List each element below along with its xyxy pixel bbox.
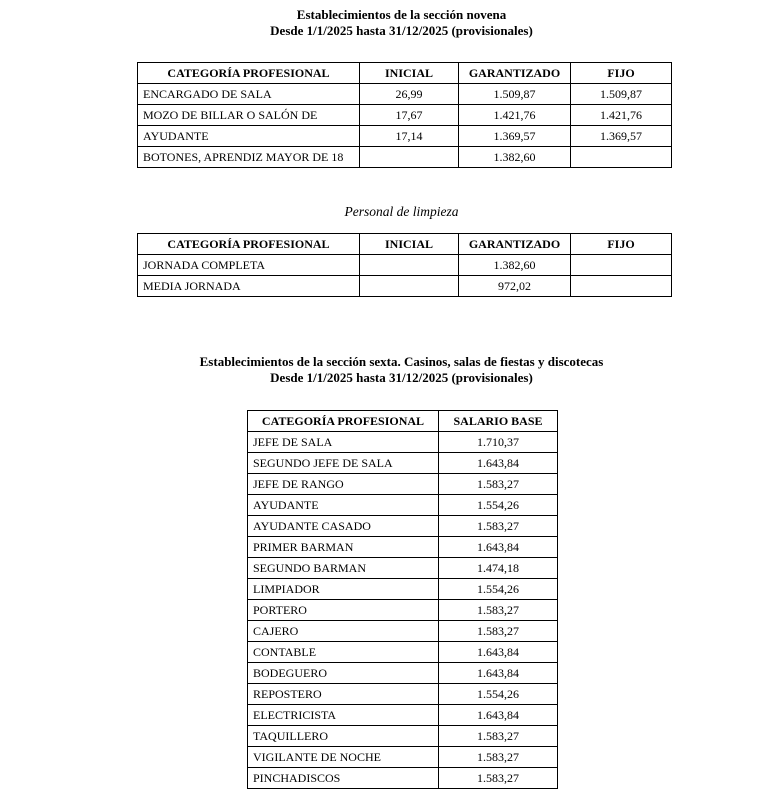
value-cell: 1.583,27 (439, 747, 558, 768)
category-cell: SEGUNDO JEFE DE SALA (248, 453, 439, 474)
category-cell: TAQUILLERO (248, 726, 439, 747)
value-cell (360, 276, 459, 297)
limpieza-subtitle: Personal de limpieza (344, 204, 459, 219)
table-row (138, 105, 672, 126)
value-cell: 17,67 (360, 105, 459, 126)
table-row (248, 747, 558, 768)
category-cell: AYUDANTE (248, 495, 439, 516)
value-cell: 1.583,27 (439, 726, 558, 747)
table-header-row (138, 63, 672, 84)
salary-table-sexta (247, 410, 558, 789)
value-cell: 1.643,84 (439, 705, 558, 726)
salary-table-novena (137, 62, 672, 168)
value-cell: 1.643,84 (439, 537, 558, 558)
table-row (138, 255, 672, 276)
category-cell: LIMPIADOR (248, 579, 439, 600)
salary-table-limpieza (137, 233, 672, 297)
category-cell: CONTABLE (248, 642, 439, 663)
column-header: CATEGORÍA PROFESIONAL (138, 63, 360, 84)
category-cell: AYUDANTE (138, 126, 360, 147)
table-row (138, 126, 672, 147)
section-novena-title-line2: Desde 1/1/2025 hasta 31/12/2025 (provisionales) (270, 23, 533, 38)
category-cell: PORTERO (248, 600, 439, 621)
value-cell: 1.382,60 (459, 255, 571, 276)
column-header: INICIAL (360, 234, 459, 255)
category-cell: JEFE DE SALA (248, 432, 439, 453)
value-cell: 1.554,26 (439, 684, 558, 705)
value-cell: 1.382,60 (459, 147, 571, 168)
column-header: FIJO (571, 63, 672, 84)
table-row (248, 474, 558, 495)
value-cell (571, 255, 672, 276)
table-row (138, 84, 672, 105)
table-row (248, 558, 558, 579)
table-row (248, 684, 558, 705)
table-row (248, 768, 558, 789)
section-sexta-title-line1: Establecimientos de la sección sexta. Casinos, salas de fiestas y discotecas (199, 354, 604, 369)
category-cell: ENCARGADO DE SALA (138, 84, 360, 105)
section-sexta-title (30, 354, 773, 386)
category-cell: JEFE DE RANGO (248, 474, 439, 495)
value-cell: 1.421,76 (571, 105, 672, 126)
value-cell (360, 147, 459, 168)
table-row (248, 432, 558, 453)
value-cell: 1.583,27 (439, 768, 558, 789)
section-sexta-title-line2: Desde 1/1/2025 hasta 31/12/2025 (provisionales) (270, 370, 533, 385)
category-cell: REPOSTERO (248, 684, 439, 705)
value-cell: 1.583,27 (439, 600, 558, 621)
table-row (248, 663, 558, 684)
value-cell: 972,02 (459, 276, 571, 297)
table-row (248, 726, 558, 747)
category-cell: SEGUNDO BARMAN (248, 558, 439, 579)
table-row (248, 516, 558, 537)
table-row (248, 621, 558, 642)
category-cell: ELECTRICISTA (248, 705, 439, 726)
value-cell: 1.554,26 (439, 579, 558, 600)
section-novena-title (30, 7, 773, 39)
table-row (138, 147, 672, 168)
value-cell: 1.643,84 (439, 453, 558, 474)
value-cell: 17,14 (360, 126, 459, 147)
value-cell: 1.643,84 (439, 642, 558, 663)
column-header: SALARIO BASE (439, 411, 558, 432)
value-cell: 26,99 (360, 84, 459, 105)
value-cell: 1.583,27 (439, 474, 558, 495)
category-cell: AYUDANTE CASADO (248, 516, 439, 537)
table-row (248, 642, 558, 663)
category-cell: PINCHADISCOS (248, 768, 439, 789)
table-row (248, 705, 558, 726)
column-header: CATEGORÍA PROFESIONAL (138, 234, 360, 255)
value-cell (360, 255, 459, 276)
column-header: GARANTIZADO (459, 234, 571, 255)
value-cell: 1.509,87 (459, 84, 571, 105)
table-row (248, 579, 558, 600)
value-cell (571, 276, 672, 297)
section-novena-title-line1: Establecimientos de la sección novena (296, 7, 507, 22)
table-row (248, 453, 558, 474)
category-cell: JORNADA COMPLETA (138, 255, 360, 276)
value-cell: 1.554,26 (439, 495, 558, 516)
value-cell (571, 147, 672, 168)
value-cell: 1.509,87 (571, 84, 672, 105)
value-cell: 1.583,27 (439, 621, 558, 642)
column-header: INICIAL (360, 63, 459, 84)
category-cell: BOTONES, APRENDIZ MAYOR DE 18 (138, 147, 360, 168)
category-cell: CAJERO (248, 621, 439, 642)
category-cell: MEDIA JORNADA (138, 276, 360, 297)
column-header: FIJO (571, 234, 672, 255)
value-cell: 1.369,57 (459, 126, 571, 147)
table-row (248, 537, 558, 558)
table-header-row (248, 411, 558, 432)
table-header-row (138, 234, 672, 255)
category-cell: MOZO DE BILLAR O SALÓN DE (138, 105, 360, 126)
table-row (248, 600, 558, 621)
table-row (248, 495, 558, 516)
value-cell: 1.369,57 (571, 126, 672, 147)
category-cell: VIGILANTE DE NOCHE (248, 747, 439, 768)
value-cell: 1.710,37 (439, 432, 558, 453)
value-cell: 1.583,27 (439, 516, 558, 537)
value-cell: 1.474,18 (439, 558, 558, 579)
category-cell: PRIMER BARMAN (248, 537, 439, 558)
table-row (138, 276, 672, 297)
value-cell: 1.643,84 (439, 663, 558, 684)
column-header: GARANTIZADO (459, 63, 571, 84)
column-header: CATEGORÍA PROFESIONAL (248, 411, 439, 432)
value-cell: 1.421,76 (459, 105, 571, 126)
category-cell: BODEGUERO (248, 663, 439, 684)
